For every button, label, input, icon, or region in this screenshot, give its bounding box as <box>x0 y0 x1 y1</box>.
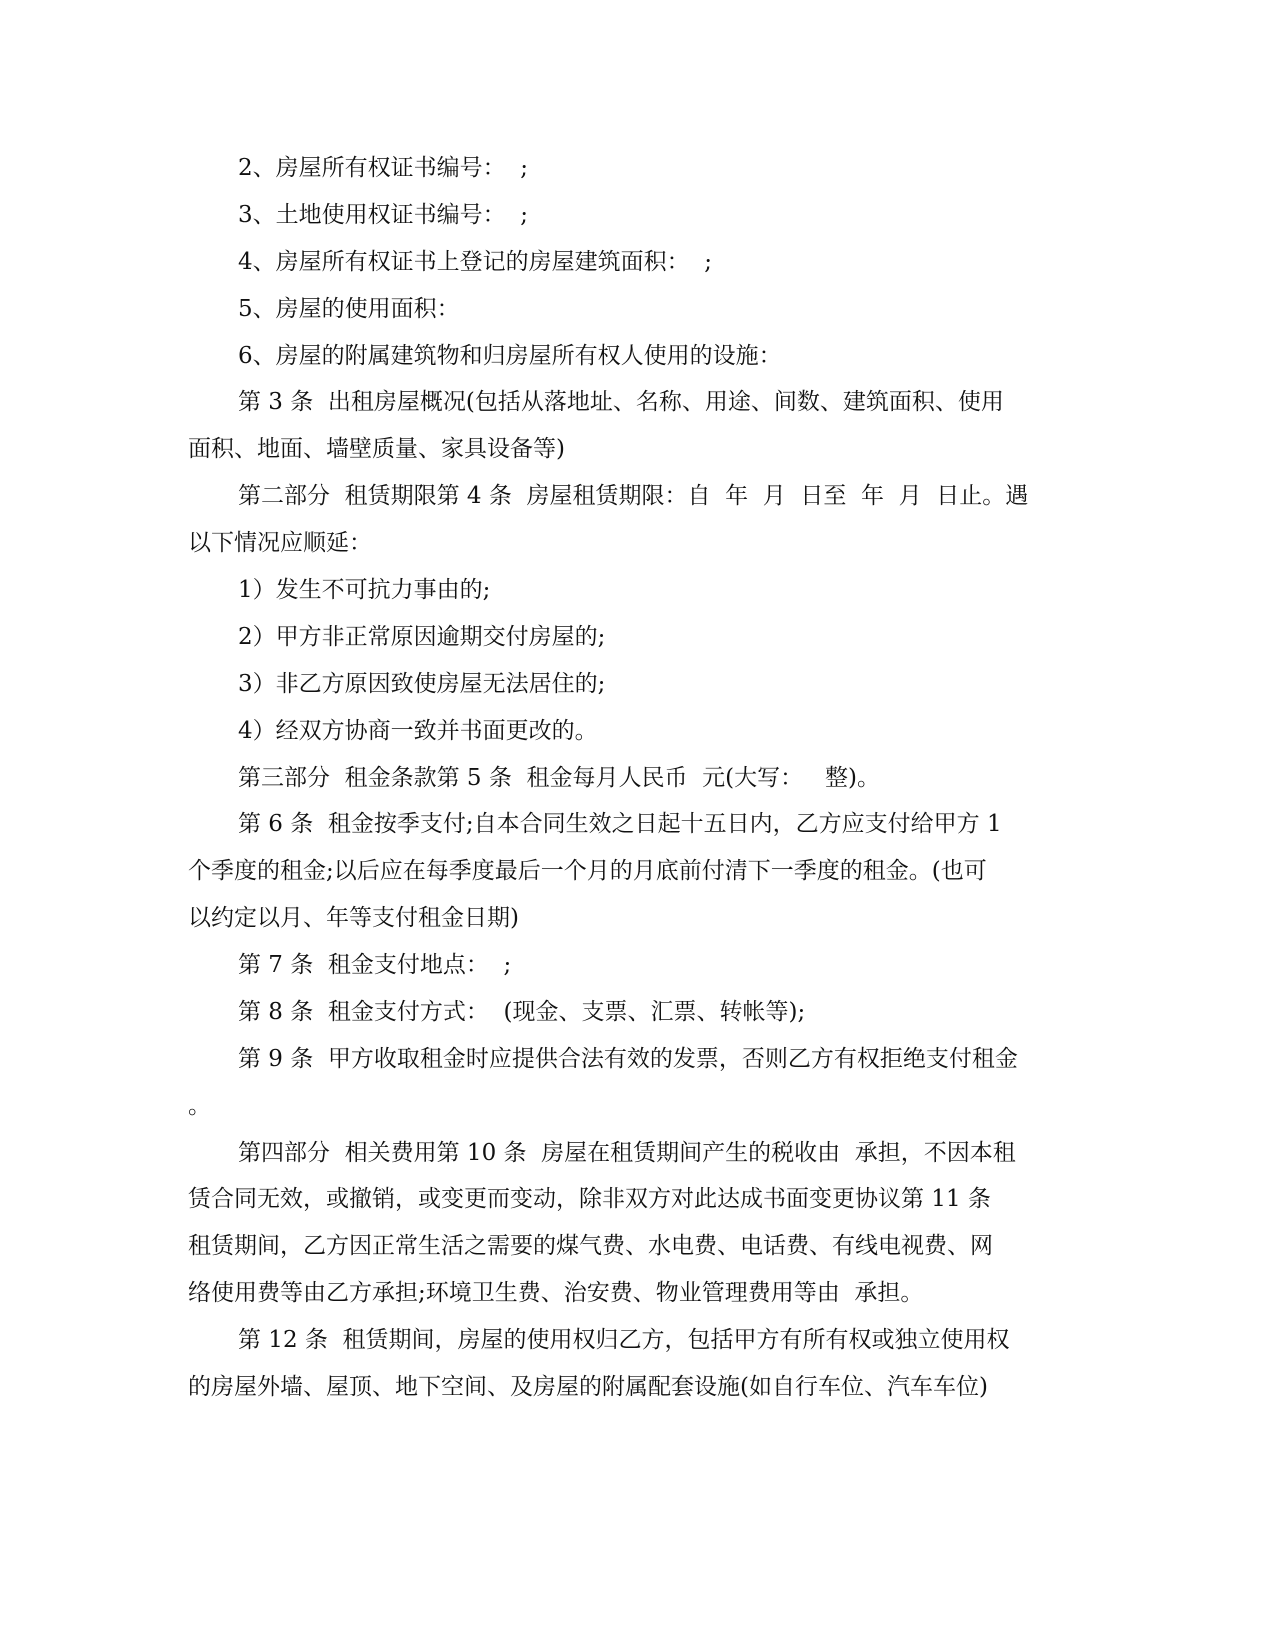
text-line: 第 6 条 租金按季支付;自本合同生效之日起十五日内，乙方应支付给甲方 1 <box>238 811 1002 837</box>
text-line: 租赁期间，乙方因正常生活之需要的煤气费、水电费、电话费、有线电视费、网 <box>188 1233 993 1259</box>
text-line: 2）甲方非正常原因逾期交付房屋的; <box>238 624 606 650</box>
text-line: 第 8 条 租金支付方式： (现金、支票、汇票、转帐等); <box>238 999 806 1025</box>
text-line: 4、房屋所有权证书上登记的房屋建筑面积： ; <box>238 249 713 275</box>
text-line: 第四部分 相关费用第 10 条 房屋在租赁期间产生的税收由 承担，不因本租 <box>238 1140 1016 1166</box>
text-line: 第三部分 租金条款第 5 条 租金每月人民币 元(大写： 整)。 <box>238 765 881 791</box>
text-line: 2、房屋所有权证书编号： ; <box>238 155 529 181</box>
text-line: 3、土地使用权证书编号： ; <box>238 202 529 228</box>
text-line: 5、房屋的使用面积： <box>238 296 460 322</box>
text-line: 第 9 条 甲方收取租金时应提供合法有效的发票，否则乙方有权拒绝支付租金 <box>238 1046 1018 1072</box>
text-line: 3）非乙方原因致使房屋无法居住的; <box>238 671 606 697</box>
text-line: 1）发生不可抗力事由的; <box>238 577 491 603</box>
text-line: 络使用费等由乙方承担;环境卫生费、治安费、物业管理费用等由 承担。 <box>188 1280 924 1306</box>
text-line: 第 12 条 租赁期间，房屋的使用权归乙方，包括甲方有所有权或独立使用权 <box>238 1327 1010 1353</box>
text-line: 6、房屋的附属建筑物和归房屋所有权人使用的设施： <box>238 343 782 369</box>
text-line: 以下情况应顺延： <box>188 530 372 556</box>
text-line: 的房屋外墙、屋顶、地下空间、及房屋的附属配套设施(如自行车位、汽车车位) <box>188 1374 988 1400</box>
text-line: 个季度的租金;以后应在每季度最后一个月的月底前付清下一季度的租金。(也可 <box>188 858 987 884</box>
text-line: 第二部分 租赁期限第 4 条 房屋租赁期限：自 年 月 日至 年 月 日止。遇 <box>238 483 1029 509</box>
text-line: 赁合同无效，或撤销，或变更而变动，除非双方对此达成书面变更协议第 11 条 <box>188 1186 991 1212</box>
text-line: 4）经双方协商一致并书面更改的。 <box>238 718 598 744</box>
text-line: 。 <box>188 1093 211 1119</box>
text-line: 以约定以月、年等支付租金日期) <box>188 905 519 931</box>
text-line: 第 3 条 出租房屋概况(包括从落地址、名称、用途、间数、建筑面积、使用 <box>238 389 1004 415</box>
text-line: 第 7 条 租金支付地点： ; <box>238 952 512 978</box>
text-line: 面积、地面、墙壁质量、家具设备等) <box>188 436 565 462</box>
